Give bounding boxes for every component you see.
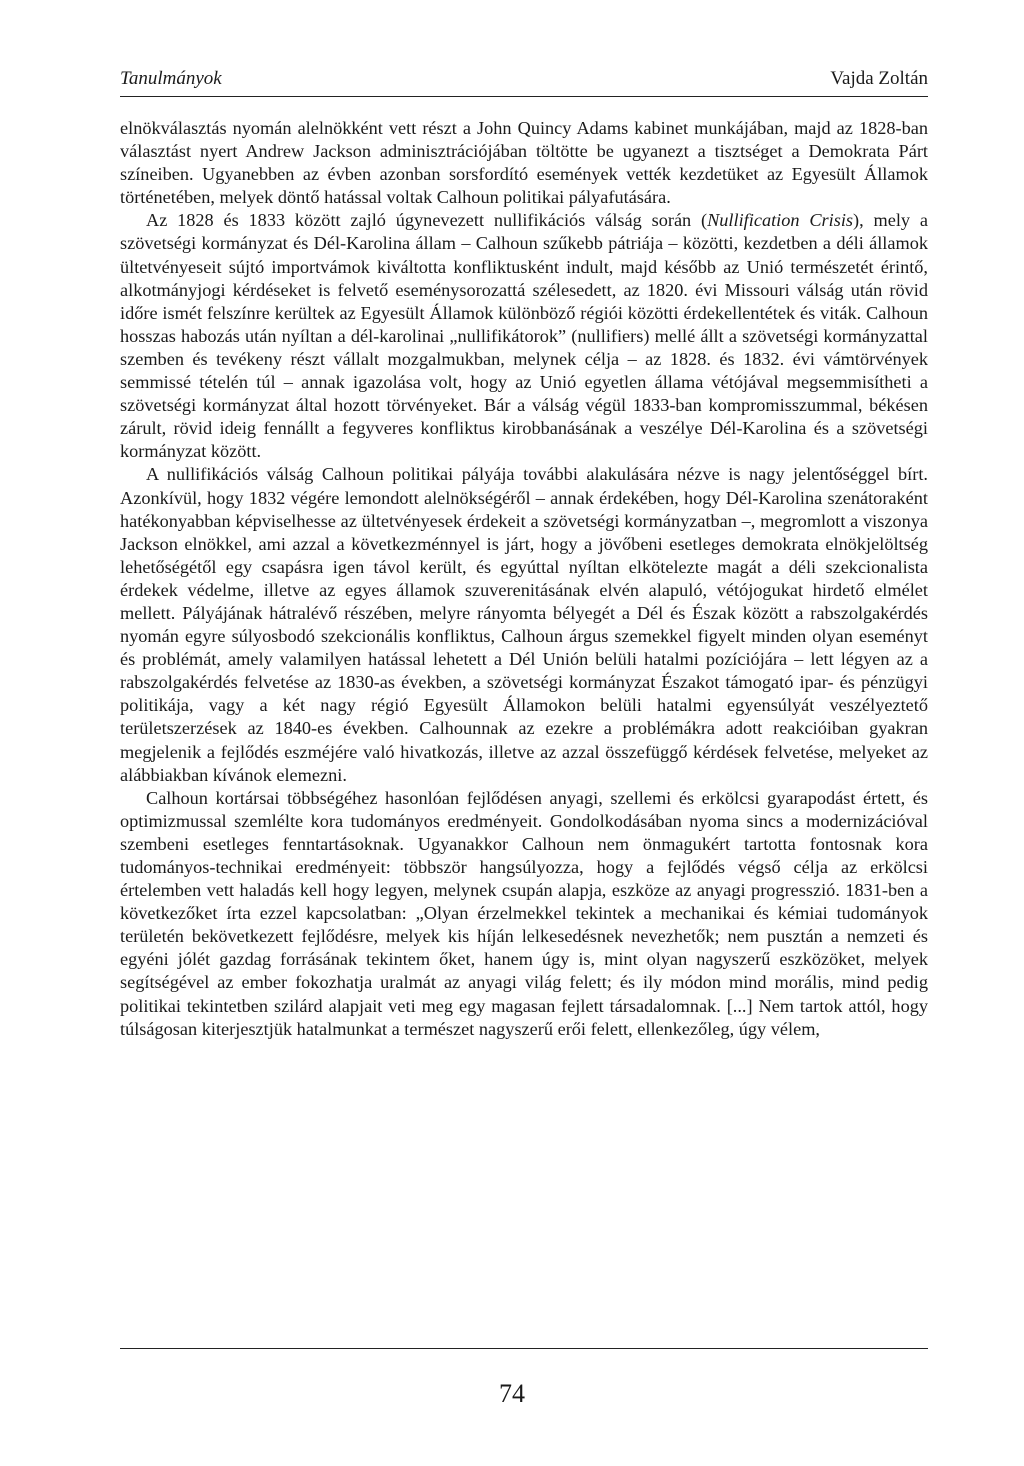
paragraph-2-part-2: ), mely a szövetségi kormányzat és Dél-Karolina állam – Calhoun szűkebb pátriája – közötti, kezdetben a déli államok ültetvényeseit sújtó importvámok kiváltotta konfliktusként indult, majd később az Unió természetét érintő, alkotmányjogi kérdéseket is felvető eseménysorozattá szélesedett, az 1820. évi Missouri válság után rövid időre ismét felszínre kerültek az Egyesült Államok különböző régiói közötti érdekellentétek és viták. Calhoun hosszas habozás után nyíltan a dél-karolinai „nullifikátorok” (nullifiers) mellé állt a szövetségi kormányzattal szemben és tevékeny részt vállalt mozgalmukban, melynek célja – az 1828. és 1832. évi vámtörvények semmissé tételén túl – annak igazolása volt, hogy az Unió egyetlen állama vétójával megsemmisítheti a szövetségi kormányzat által hozott törvényeket. Bár a válság végül 1833-ban kompromisszummal, békésen zárult, rövid ideig fennállt a fegyveres konfliktus kirobbanásának a veszélye Dél-Karolina és a szövetségi kormányzat között. xyxy=(120,210,928,462)
article-body xyxy=(120,117,928,1041)
page xyxy=(120,68,928,1041)
paragraph-2 xyxy=(120,209,928,463)
paragraph-3: A nullifikációs válság Calhoun politikai pályája további alakulására nézve is nagy jelentőséggel bírt. Azonkívül, hogy 1832 végére lemondott alelnökségéről – annak érdekében, hogy Dél-Karolina szenátoraként hatékonyabban képviselhesse az ültetvényesek érdekeit a szövetségi kormányzatban –, megromlott a viszonya Jackson elnökkel, ami azzal a következménnyel is járt, hogy a jövőbeni esetleges demokrata elnökjelöltség lehetőségétől egy csapásra igen távol került, és egyúttal nyíltan elkötelezte magát a déli szekcionalista érdekek védelme, illetve az egyes államok szuverenitásának elvén alapuló, vétójogukat hirdető elmélet mellett. Pályájának hátralévő részében, melyre rányomta bélyegét a Dél és Észak között a rabszolgakérdés nyomán egyre súlyosbodó szekcionális konfliktus, Calhoun árgus szemekkel figyelt minden olyan eseményt és problémát, amely valamilyen hatással lehetett a Dél Unión belüli hatalmi pozíciójára – lett légyen az a rabszolgakérdés felvetése az 1830-as években, a szövetségi kormányzat Északot támogató ipar- és pénzügyi politikája, vagy a két nagy régió Egyesült Államokon belüli hatalmi egyensúlyát veszélyeztető területszerzések az 1840-es években. Calhounnak az ezekre a problémákra adott reakcióiban gyakran megjelenik a fejlődés eszméjére való hivatkozás, illetve az azzal összefüggő kérdések felvetése, melyeket az alábbiakban kívánok elemezni. xyxy=(120,464,928,785)
running-head xyxy=(120,68,928,97)
paragraph-4: Calhoun kortársai többségéhez hasonlóan fejlődésen anyagi, szellemi és erkölcsi gyarapodást értett, és optimizmussal szemlélte kora tudományos eredményeit. Gondolkodásában nyoma sincs a modernizációval szembeni esetleges fenntartásoknak. Ugyanakkor Calhoun nem önmagukért tartotta fontosnak kora tudományos-technikai eredményeit: többször hangsúlyozza, hogy a fejlődés végső célja az erkölcsi értelemben vett haladás kell hogy legyen, melynek csupán alapja, eszköze az anyagi progresszió. 1831-ben a következőket írta ezzel kapcsolatban: „Olyan érzelmekkel tekintek a mechanikai és kémiai tudományok területén bekövetkezett fejlődésre, melyek kis híján lelkesedésnek nevezhetők; nem pusztán a nemzeti és egyéni jólét gazdag forrásának tekintem őket, hanem úgy is, mint olyan nagyszerű eszközöket, melyek segítségével az ember fokozhatja uralmát az anyagi világ felett; és ily módon mind morális, mind pedig politikai tekintetben szilárd alapjait veti meg egy magasan fejlett társadalomnak. [...] Nem tartok attól, hogy túlságosan kiterjesztjük hatalmunkat a természet nagyszerű erői felett, ellenkezőleg, úgy vélem, xyxy=(120,787,928,1039)
paragraph-2-part-1: Az 1828 és 1833 között zajló úgynevezett nullifikációs válság során ( xyxy=(146,210,708,231)
footer-rule xyxy=(120,1348,928,1349)
section-title: Tanulmányok xyxy=(120,68,222,89)
paragraph-1: elnökválasztás nyomán alelnökként vett részt a John Quincy Adams kabinet munkájában, majd az 1828-ban választást nyert Andrew Jackson adminisztrációjában töltötte be ugyanezt a tisztséget a Demokrata Párt színeiben. Ugyanebben az évben azonban sorsfordító események vették kezdetüket az Egyesült Államok történetében, melyek döntő hatással voltak Calhoun politikai pályafutására. xyxy=(120,118,928,208)
page-number: 74 xyxy=(499,1379,525,1408)
paragraph-2-italic-term: Nullification Crisis xyxy=(707,210,854,231)
author-name: Vajda Zoltán xyxy=(830,68,928,89)
